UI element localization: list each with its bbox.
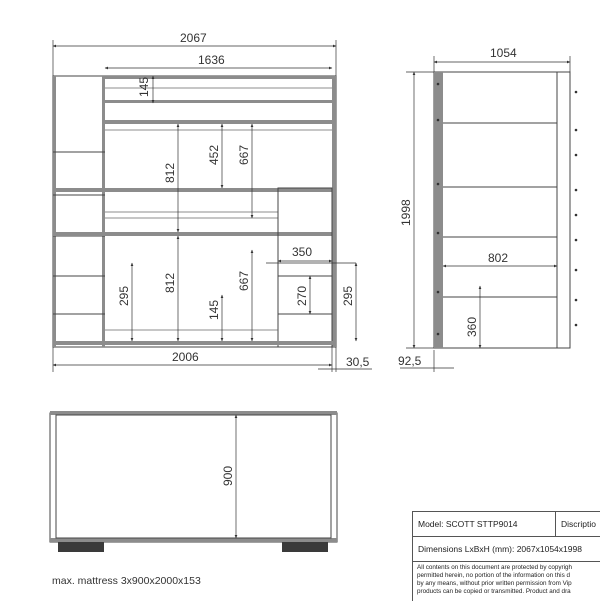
dim-inner-width: 1636	[198, 53, 225, 67]
notice-line: products can be copied or transmitted. Product and dra	[417, 588, 571, 595]
side-view	[398, 46, 577, 372]
dim-inner: 802	[488, 251, 509, 265]
dim-overall-width: 2067	[180, 31, 207, 45]
title-block-dimensions-row	[413, 537, 600, 562]
dim-height: 1998	[399, 199, 413, 226]
dim-lower-667: 667	[237, 270, 251, 291]
dim-bunk-height: 812	[163, 162, 177, 183]
dim-depth: 1054	[490, 46, 517, 60]
front-view	[53, 31, 372, 372]
notice-line: permitted herein, no portion of the information on this d	[417, 572, 570, 579]
dim-lower-812: 812	[163, 272, 177, 293]
dimensions-label: Dimensions LxBxH (mm): 2067x1054x1998	[418, 544, 582, 554]
dim-step-270: 270	[295, 285, 309, 306]
dim-step-right: 295	[341, 285, 355, 306]
copyright-notice	[413, 562, 600, 598]
plan-view	[50, 411, 337, 552]
dim-low: 360	[465, 316, 479, 337]
dim-guard-452: 452	[207, 144, 221, 165]
dim-lower-145: 145	[207, 299, 221, 320]
dim-guard-667: 667	[237, 144, 251, 165]
dim-step-width: 350	[292, 245, 313, 259]
title-block-model-row	[413, 512, 600, 537]
dim-base-width: 2006	[172, 350, 199, 364]
description-label: Discriptio	[561, 519, 596, 529]
dim-foot: 92,5	[398, 354, 422, 368]
dim-offset: 30,5	[346, 355, 370, 369]
dim-top-rail: 145	[137, 76, 151, 97]
model-label: Model: SCOTT STTP9014	[418, 519, 518, 529]
notice-line: All contents on this document are protected by copyrigh	[417, 564, 573, 571]
mattress-note: max. mattress 3x900x2000x153	[52, 575, 201, 587]
dim-plan-width: 900	[221, 465, 235, 486]
notice-line: by any means, without prior written permission from Vip	[417, 580, 572, 587]
dim-step-left: 295	[117, 285, 131, 306]
title-block	[412, 511, 600, 601]
